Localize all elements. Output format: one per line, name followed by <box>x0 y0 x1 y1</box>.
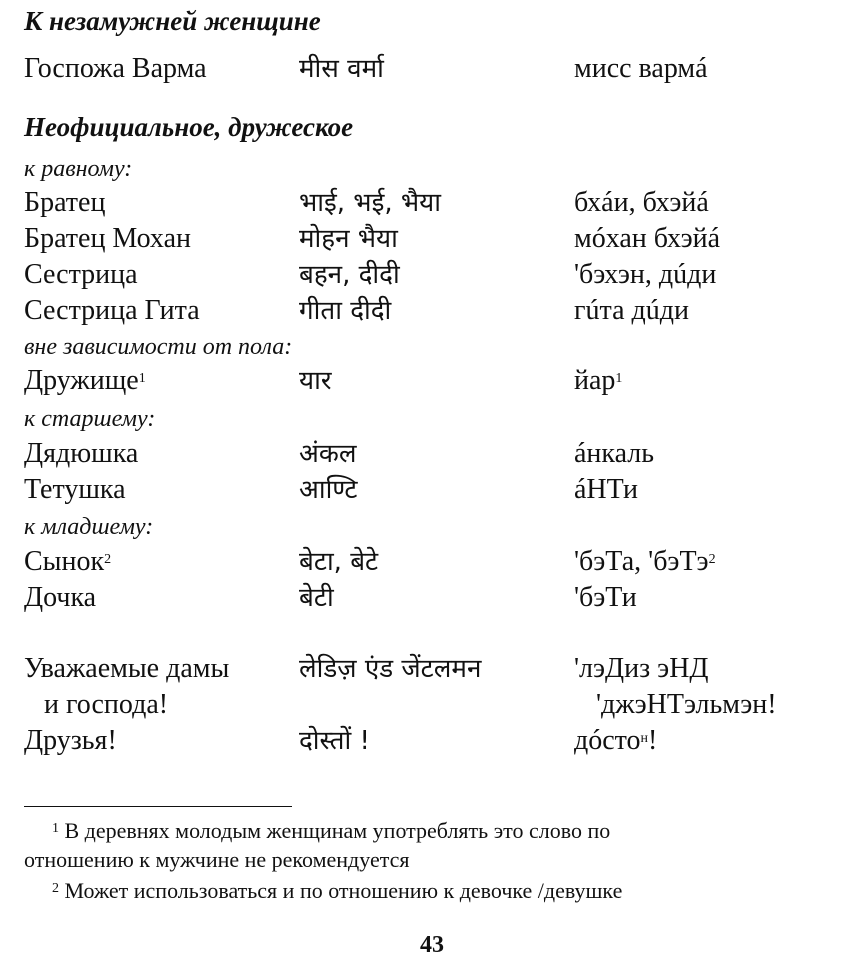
subheading-to-younger: к младшему: <box>24 514 154 540</box>
hindi-term: बहन, दीदी <box>299 260 400 290</box>
russian-term: Госпожа Варма <box>24 53 207 84</box>
table-row <box>0 724 864 760</box>
russian-term <box>24 364 146 398</box>
transliteration-line2: 'джэНТэльмэн! <box>596 689 777 720</box>
hindi-term: अंकल <box>299 439 357 469</box>
transliteration <box>574 724 657 758</box>
russian-term: Уважаемые дамы <box>24 653 230 684</box>
footnote-ref: 2 <box>708 552 716 567</box>
footnote-text: Может использоваться и по отношению к девочке /девушке <box>64 878 623 903</box>
table-row <box>0 437 864 473</box>
subheading-to-equal: к равному: <box>24 156 133 182</box>
transliteration <box>574 364 622 398</box>
transliteration: áнкаль <box>574 438 655 469</box>
transliteration: мисс вармá <box>574 53 708 84</box>
footnote-1-line1 <box>52 816 610 845</box>
table-row <box>0 581 864 617</box>
hindi-term: मोहन भैया <box>299 224 398 254</box>
russian-term: Сестрица Гита <box>24 295 200 326</box>
table-row <box>0 52 864 88</box>
footnote-ref: 2 <box>104 552 112 567</box>
page-number: 43 <box>420 932 444 958</box>
russian-word: Сынок <box>24 546 105 577</box>
transliteration: 'лэДиз эНД <box>574 653 709 684</box>
footnote-ref: 1 <box>138 371 146 386</box>
transliteration <box>574 545 716 579</box>
table-row <box>0 364 864 400</box>
table-row <box>0 294 864 330</box>
hindi-term: आण्टि <box>299 475 358 505</box>
table-row <box>0 186 864 222</box>
hindi-term: दोस्तों ! <box>299 726 370 756</box>
section-heading-unmarried: К незамужней женщине <box>24 6 321 36</box>
transliteration: 'бэхэн, дúди <box>574 259 717 290</box>
footnote-mark: 1 <box>52 821 59 836</box>
table-row <box>0 473 864 509</box>
hindi-term: मीस वर्मा <box>299 54 384 84</box>
translit-word: йар <box>574 365 616 396</box>
russian-term: Друзья! <box>24 725 117 756</box>
translit-word: дóсто <box>574 725 641 756</box>
hindi-term: यार <box>299 366 332 396</box>
footnote-2-line1 <box>52 876 622 905</box>
nasal-mark: н <box>640 731 649 746</box>
footnote-mark: 2 <box>52 881 59 896</box>
table-row-continuation <box>0 688 864 724</box>
russian-term-line2: и господа! <box>44 689 169 720</box>
russian-term: Дядюшка <box>24 438 139 469</box>
russian-term: Дочка <box>24 582 97 613</box>
hindi-term: लेडिज़ एंड जेंटलमन <box>299 654 482 684</box>
transliteration: 'бэТи <box>574 582 637 613</box>
footnote-ref: 1 <box>615 371 623 386</box>
table-row <box>0 545 864 581</box>
footnote-divider <box>24 806 292 807</box>
table-row <box>0 652 864 688</box>
subheading-to-elder: к старшему: <box>24 406 156 432</box>
transliteration: гúта дúди <box>574 295 689 326</box>
russian-term: Братец <box>24 187 106 218</box>
russian-term: Тетушка <box>24 474 126 505</box>
hindi-term: बेटी <box>299 583 334 613</box>
russian-term: Братец Мохан <box>24 223 191 254</box>
russian-term: Сестрица <box>24 259 138 290</box>
transliteration: бхáи, бхэйá <box>574 187 709 218</box>
subheading-any-gender: вне зависимости от пола: <box>24 334 293 360</box>
footnote-text: В деревнях молодым женщинам употреблять это слово по <box>64 818 611 843</box>
russian-word: Дружище <box>24 365 139 396</box>
hindi-term: भाई, भई, भैया <box>299 188 441 218</box>
footnote-1-line2: отношению к мужчине не рекомендуется <box>24 847 410 872</box>
russian-term <box>24 545 111 579</box>
hindi-term: बेटा, बेटे <box>299 547 379 577</box>
transliteration: áНТи <box>574 474 639 505</box>
transliteration: мóхан бхэйá <box>574 223 721 254</box>
translit-word: 'бэТа, 'бэТэ <box>574 546 709 577</box>
section-heading-informal: Неофициальное, дружеское <box>24 112 354 142</box>
table-row <box>0 258 864 294</box>
translit-tail: ! <box>648 725 658 756</box>
hindi-term: गीता दीदी <box>299 296 392 326</box>
table-row <box>0 222 864 258</box>
